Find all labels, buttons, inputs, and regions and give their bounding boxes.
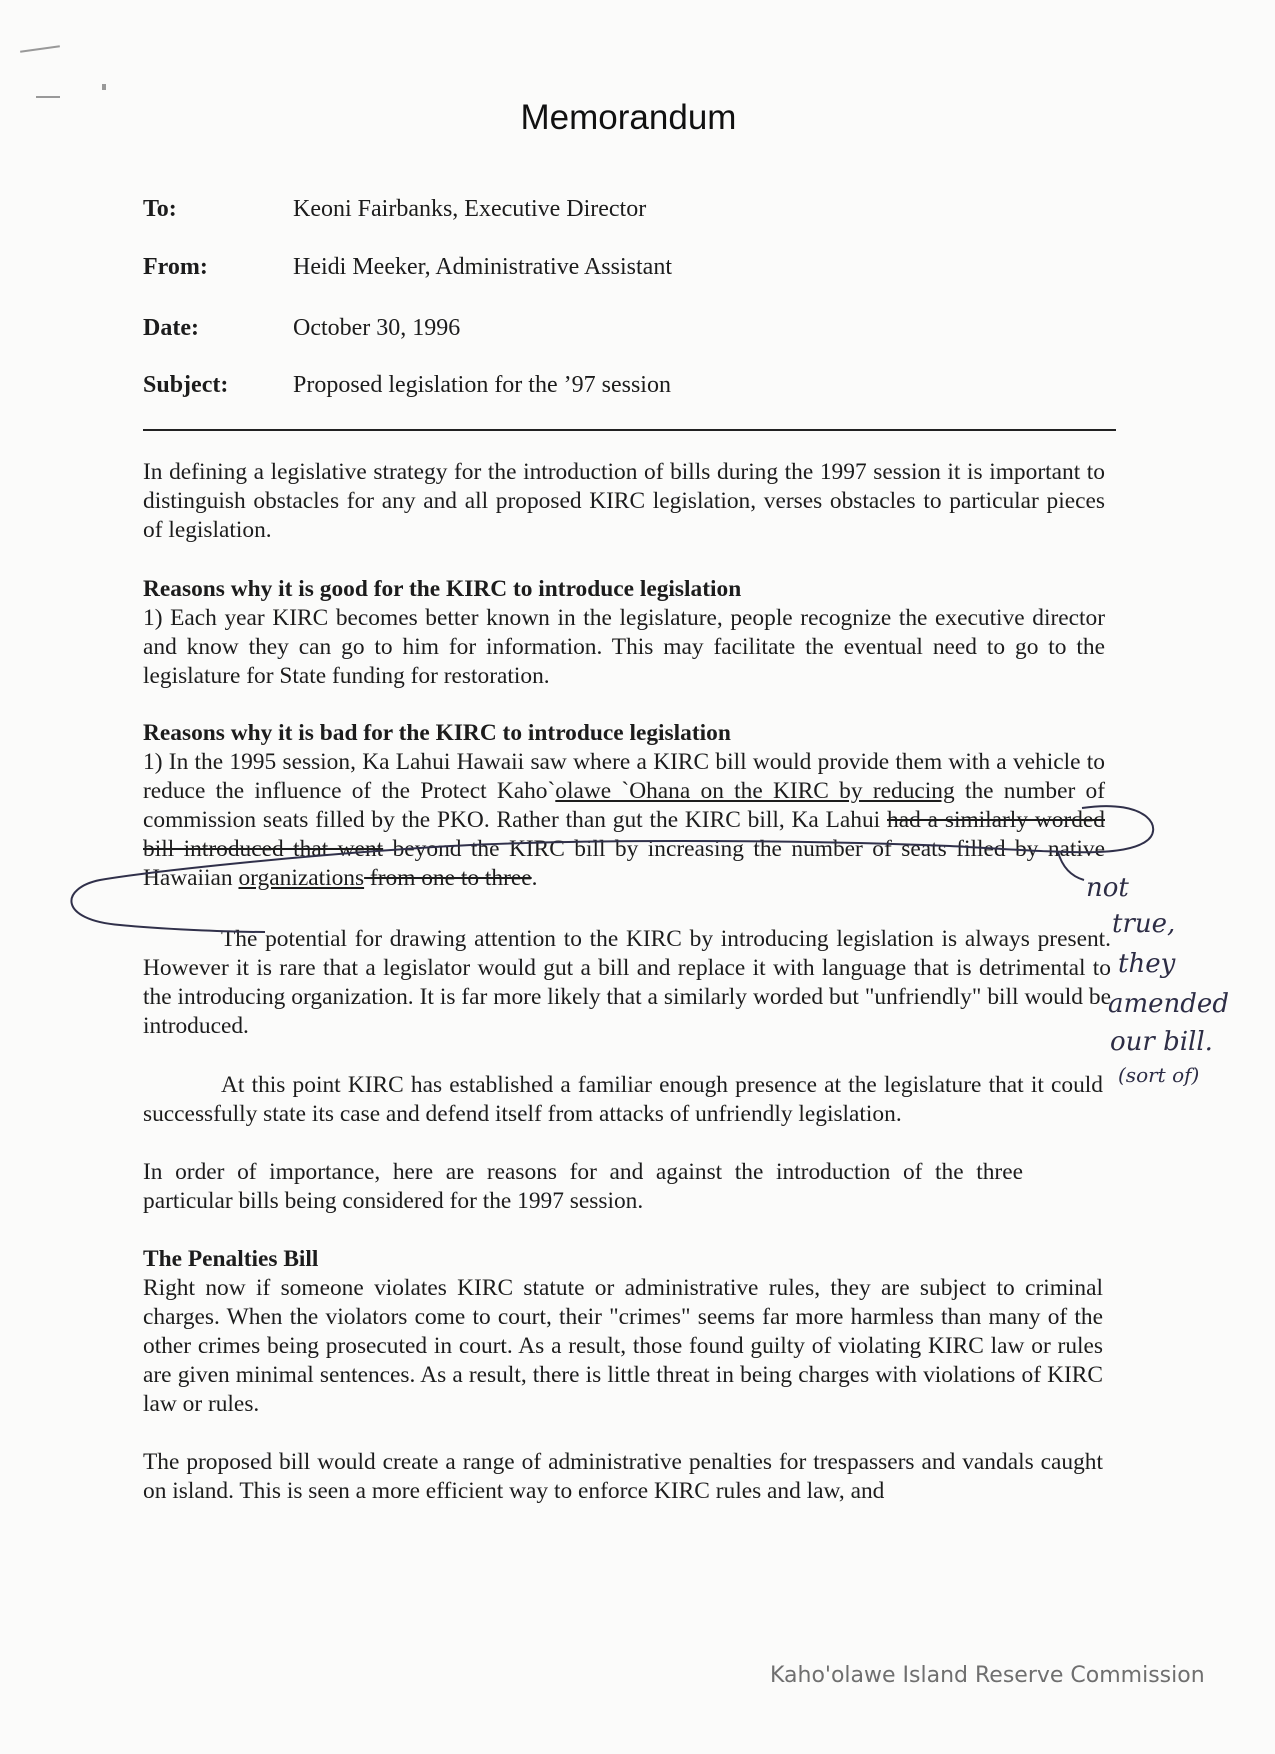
header-value: Keoni Fairbanks, Executive Director xyxy=(293,196,647,222)
intro-paragraph: In defining a legislative strategy for the introduction of bills during the 1997 session it is important to distinguish obstacles for any and all proposed KIRC legislation, verses obstacles to particular pieces of legislation. xyxy=(143,459,1105,543)
note-line: not xyxy=(1086,873,1129,903)
section-text: the number of commission seats filled by the PKO. Rather than gut the KIRC bill, Ka Lahui xyxy=(143,778,1105,833)
penalties-paragraph-2: The proposed bill would create a range of administrative penalties for trespassers and vandals caught on island. This is seen a more efficient way to enforce KIRC rules and law, and xyxy=(143,1449,1103,1504)
header-value: Heidi Meeker, Administrative Assistant xyxy=(293,254,672,280)
section-text: beyond the KIRC bill by increasing the number of seats filled by native Hawaiian xyxy=(143,836,1105,891)
section-heading: Reasons why it is bad for the KIRC to introduce legislation xyxy=(143,720,731,746)
header-label: To: xyxy=(143,196,177,222)
header-label: Date: xyxy=(143,315,199,341)
point-paragraph: At this point KIRC has established a familiar enough presence at the legislature that it could successfully state its case and defend itself from attacks of unfriendly legislation. xyxy=(143,1072,1103,1127)
scan-speck xyxy=(102,84,106,90)
header-label: Subject: xyxy=(143,372,229,398)
header-value: October 30, 1996 xyxy=(293,315,461,341)
struck-text: from one to three xyxy=(364,865,532,891)
section-heading: The Penalties Bill xyxy=(143,1246,319,1272)
underlined-text: olawe `Ohana on the KIRC by reducing xyxy=(555,778,955,804)
potential-paragraph: The potential for drawing attention to the KIRC by introducing legislation is always present. However it is rare that a legislator would gut a bill and replace it with language that is detrimental to the introducing organization. It is far more likely that a similarly worded but "unfriendly" bill would be introduced. xyxy=(143,926,1111,1039)
order-paragraph: In order of importance, here are reasons for and against the introduction of the three particular bills being considered for the 1997 session. xyxy=(143,1159,1023,1214)
memo-title: Memorandum xyxy=(520,98,737,137)
note-line: they xyxy=(1118,949,1176,979)
note-line: amended xyxy=(1108,989,1229,1019)
footer-credit: Kaho'olawe Island Reserve Commission xyxy=(770,1663,1205,1688)
header-divider xyxy=(143,429,1116,431)
header-label: From: xyxy=(143,254,208,280)
section-text: 1) Each year KIRC becomes better known in the legislature, people recognize the executive director and know they can go to him for information. This may facilitate the eventual need to go to the legislature for State funding for restoration. xyxy=(143,605,1105,689)
section-text: Right now if someone violates KIRC statute or administrative rules, they are subject to criminal charges. When the violators come to court, their "crimes" seems far more harmless than many of the other crimes being prosecuted in court. As a result, those found guilty of violating KIRC law or rules are given minimal sentences. As a result, there is little threat in being charges with violations of KIRC law or rules. xyxy=(143,1275,1103,1417)
scan-speck xyxy=(20,45,60,53)
section-heading: Reasons why it is good for the KIRC to introduce legislation xyxy=(143,576,742,602)
underlined-text: organizations xyxy=(238,865,365,891)
penalties-section xyxy=(143,1245,1103,1419)
section-text: . xyxy=(531,865,538,891)
header-value: Proposed legislation for the ’97 session xyxy=(293,372,671,398)
good-reasons-section xyxy=(143,575,1105,691)
section-text: 1) In the 1995 session, Ka Lahui Hawaii saw where a KIRC bill would provide them with a vehicle to reduce the influence of the Protect Kaho` xyxy=(143,749,1105,804)
struck-text: had a similarly worded bill introduced that went xyxy=(143,807,1105,862)
note-line: (sort of) xyxy=(1118,1063,1200,1087)
note-line: true, xyxy=(1112,909,1176,939)
note-line: our bill. xyxy=(1110,1027,1213,1057)
bad-reasons-section xyxy=(143,719,1105,893)
